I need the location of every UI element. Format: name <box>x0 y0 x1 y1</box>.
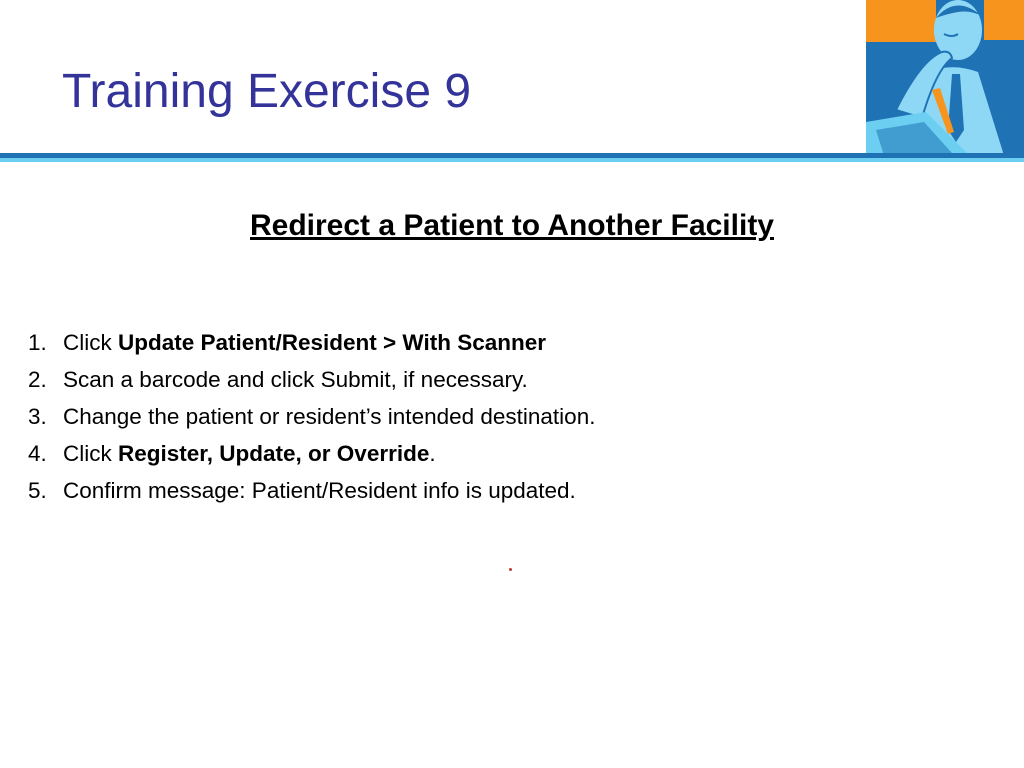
step-number: 4. <box>28 441 47 466</box>
step-text-suffix: . <box>429 441 436 466</box>
header-rule-light <box>0 158 1024 162</box>
step-item <box>28 398 595 435</box>
step-emphasis: Register, Update, or Override <box>118 441 430 466</box>
slide-subtitle: Redirect a Patient to Another Facility <box>250 209 774 242</box>
step-text: Click <box>63 441 118 466</box>
step-number: 2. <box>28 367 47 392</box>
step-number: 5. <box>28 478 47 503</box>
step-item <box>28 435 595 472</box>
step-item <box>28 472 595 509</box>
step-text: Scan a barcode and click Submit, if necessary. <box>63 367 528 392</box>
thinking-man-icon <box>866 0 1024 162</box>
step-text: Click <box>63 330 118 355</box>
step-item <box>28 324 595 361</box>
step-text: Change the patient or resident’s intended destination. <box>63 404 596 429</box>
step-list <box>28 324 595 509</box>
step-number: 3. <box>28 404 47 429</box>
step-number: 1. <box>28 330 47 355</box>
step-text: Confirm message: Patient/Resident info is updated. <box>63 478 576 503</box>
step-item <box>28 361 595 398</box>
slide-title: Training Exercise 9 <box>62 65 472 118</box>
step-emphasis: Update Patient/Resident > With Scanner <box>118 330 547 355</box>
stray-dot <box>509 568 512 571</box>
